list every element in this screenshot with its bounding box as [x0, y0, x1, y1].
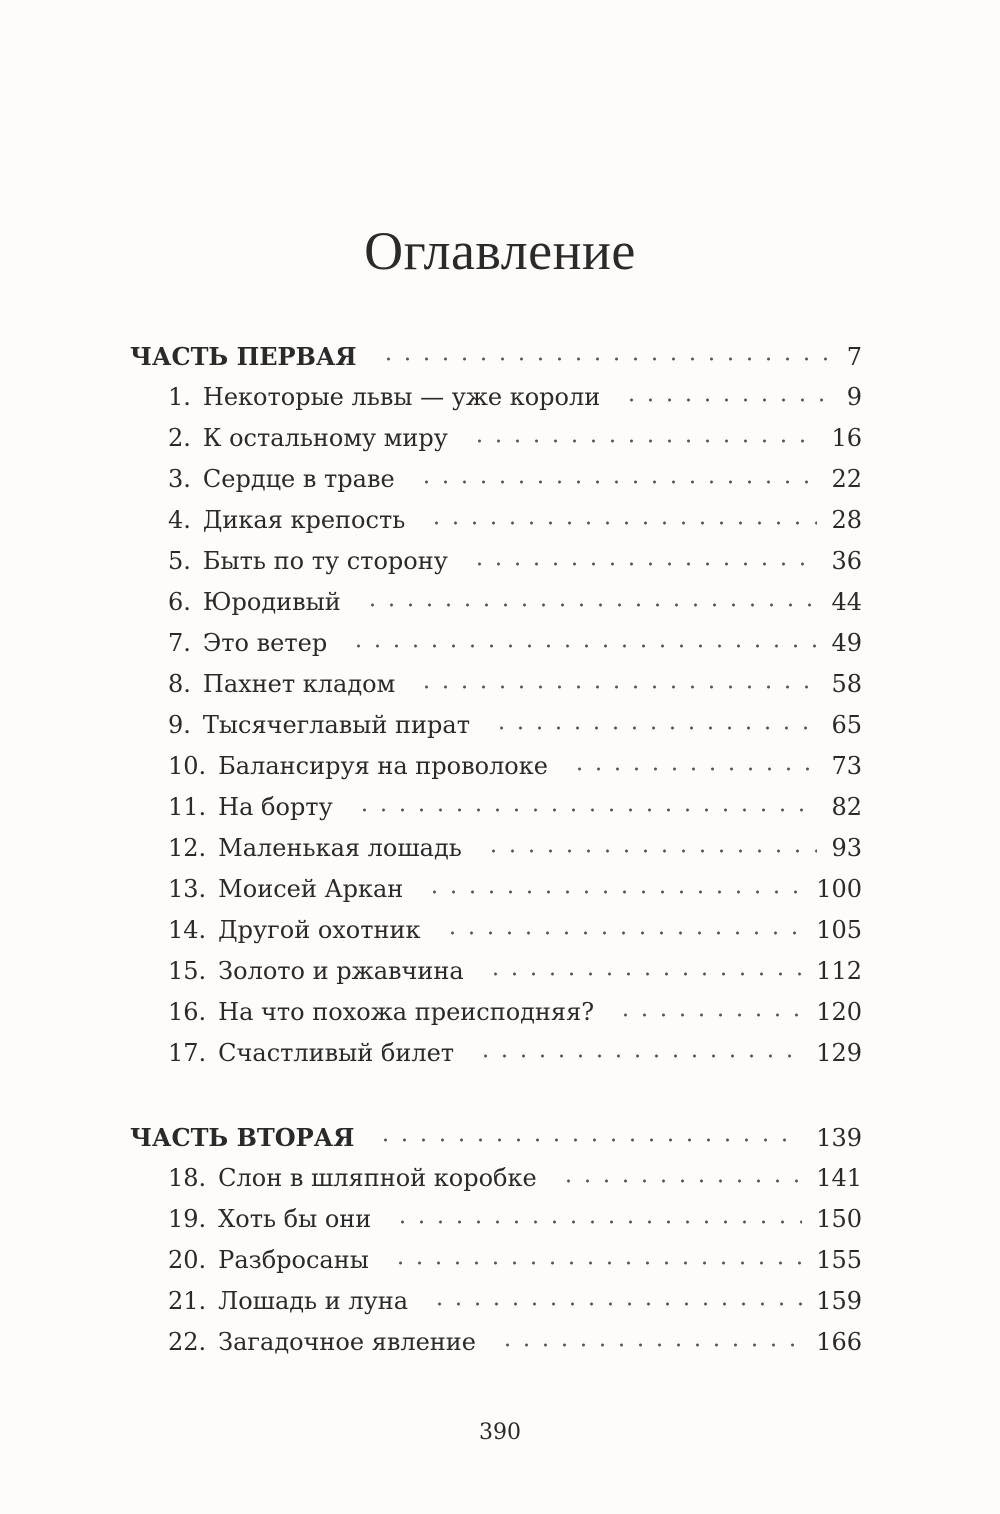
- dot-leader: [425, 890, 802, 894]
- toc-chapter-row[interactable]: [130, 951, 862, 992]
- chapter-title: Это ветер: [202, 629, 328, 657]
- chapter-number: 3.: [168, 465, 191, 493]
- toc-chapter-row[interactable]: [130, 377, 862, 418]
- chapter-title: Дикая крепость: [202, 506, 406, 534]
- chapter-title: Другой охотник: [218, 916, 421, 944]
- chapter-number: 5.: [168, 547, 191, 575]
- chapter-number: 9.: [168, 711, 191, 739]
- chapter-title: Маленькая лошадь: [218, 834, 462, 862]
- toc-chapter-row[interactable]: [130, 582, 862, 623]
- toc-chapter-row[interactable]: [130, 541, 862, 582]
- dot-leader: [376, 1138, 802, 1142]
- toc-chapter-row[interactable]: [130, 869, 862, 910]
- toc-chapter-row[interactable]: [130, 910, 862, 951]
- page-number: 65: [831, 711, 862, 739]
- chapter-title: Золото и ржавчина: [218, 957, 464, 985]
- page-number: 141: [816, 1164, 862, 1192]
- page-number: 93: [831, 834, 862, 862]
- dot-leader: [622, 398, 832, 402]
- dot-leader: [417, 480, 818, 484]
- chapter-number: 7.: [168, 629, 191, 657]
- page-folio: 390: [479, 1420, 521, 1445]
- chapter-number: 19.: [168, 1205, 207, 1233]
- chapter-number: 6.: [168, 588, 191, 616]
- page-number: 139: [816, 1124, 862, 1152]
- page-number: 150: [816, 1205, 862, 1233]
- dot-leader: [559, 1179, 803, 1183]
- dot-leader: [486, 972, 803, 976]
- part-label: ЧАСТЬ ПЕРВАЯ: [130, 342, 357, 371]
- page-number: 166: [816, 1328, 862, 1356]
- page-number: 16: [831, 424, 862, 452]
- chapter-title: Слон в шляпной коробке: [218, 1164, 537, 1192]
- chapter-title: Загадочное явление: [218, 1328, 476, 1356]
- chapter-title: Пахнет кладом: [202, 670, 396, 698]
- dot-leader: [393, 1220, 802, 1224]
- dot-leader: [430, 1302, 802, 1306]
- dot-leader: [391, 1261, 802, 1265]
- toc-chapter-row[interactable]: [130, 992, 862, 1033]
- chapter-title: Моисей Аркан: [218, 875, 404, 903]
- toc-part-heading[interactable]: [130, 336, 862, 377]
- chapter-title: Тысячеглавый пират: [202, 711, 470, 739]
- chapter-number: 1.: [168, 383, 191, 411]
- chapter-title: На борту: [218, 793, 333, 821]
- dot-leader: [476, 1054, 802, 1058]
- page-number: 22: [831, 465, 862, 493]
- dot-leader: [417, 685, 817, 689]
- chapter-number: 12.: [168, 834, 207, 862]
- dot-leader: [498, 1343, 802, 1347]
- toc-chapter-row[interactable]: [130, 828, 862, 869]
- chapter-number: 4.: [168, 506, 191, 534]
- chapter-title: Лошадь и луна: [218, 1287, 409, 1315]
- chapter-title: К остальному миру: [202, 424, 448, 452]
- toc-chapter-row[interactable]: [130, 1158, 862, 1199]
- page-number: 9: [846, 383, 862, 411]
- chapter-number: 20.: [168, 1246, 207, 1274]
- toc-chapter-row[interactable]: [130, 459, 862, 500]
- toc-chapter-row[interactable]: [130, 705, 862, 746]
- dot-leader: [379, 357, 833, 361]
- dot-leader: [484, 849, 818, 853]
- dot-leader: [363, 603, 818, 607]
- toc-chapter-row[interactable]: [130, 1199, 862, 1240]
- chapter-title: Балансируя на проволоке: [218, 752, 548, 780]
- chapter-number: 14.: [168, 916, 207, 944]
- dot-leader: [427, 521, 817, 525]
- toc-chapter-row[interactable]: [130, 1281, 862, 1322]
- dot-leader: [470, 562, 818, 566]
- chapter-title: На что похожа преисподняя?: [218, 998, 595, 1026]
- toc-part-1: [130, 336, 862, 1074]
- page-number: 73: [831, 752, 862, 780]
- chapter-title: Некоторые львы — уже короли: [202, 383, 601, 411]
- chapter-title: Разбросаны: [218, 1246, 369, 1274]
- toc-chapter-row[interactable]: [130, 623, 862, 664]
- dot-leader: [470, 439, 818, 443]
- toc-part-2: [130, 1117, 862, 1363]
- chapter-title: Юродивый: [202, 588, 341, 616]
- page-number: 7: [846, 343, 862, 371]
- chapter-number: 10.: [168, 752, 207, 780]
- page-number: 28: [831, 506, 862, 534]
- toc-chapter-row[interactable]: [130, 1322, 862, 1363]
- page-title: Оглавление: [364, 221, 636, 282]
- page-number: 44: [831, 588, 862, 616]
- chapter-number: 18.: [168, 1164, 207, 1192]
- dot-leader: [616, 1013, 802, 1017]
- page-number: 129: [816, 1039, 862, 1067]
- toc-chapter-row[interactable]: [130, 1033, 862, 1074]
- toc-chapter-row[interactable]: [130, 500, 862, 541]
- chapter-title: Быть по ту сторону: [202, 547, 448, 575]
- chapter-number: 13.: [168, 875, 207, 903]
- chapter-number: 15.: [168, 957, 207, 985]
- dot-leader: [355, 808, 818, 812]
- chapter-number: 16.: [168, 998, 207, 1026]
- page-number: 58: [831, 670, 862, 698]
- chapter-number: 2.: [168, 424, 191, 452]
- chapter-number: 17.: [168, 1039, 207, 1067]
- chapter-title: Сердце в траве: [202, 465, 395, 493]
- dot-leader: [492, 726, 817, 730]
- dot-leader: [570, 767, 817, 771]
- page-number: 112: [816, 957, 862, 985]
- chapter-number: 8.: [168, 670, 191, 698]
- toc-chapter-row[interactable]: [130, 418, 862, 459]
- chapter-title: Счастливый билет: [218, 1039, 455, 1067]
- page-number: 120: [816, 998, 862, 1026]
- page-number: 105: [816, 916, 862, 944]
- toc-chapter-row[interactable]: [130, 1240, 862, 1281]
- toc-chapter-row[interactable]: [130, 664, 862, 705]
- part-label: ЧАСТЬ ВТОРАЯ: [130, 1123, 355, 1152]
- dot-leader: [349, 644, 817, 648]
- chapter-number: 22.: [168, 1328, 207, 1356]
- page-number: 36: [831, 547, 862, 575]
- page-number: 155: [816, 1246, 862, 1274]
- page-number: 159: [816, 1287, 862, 1315]
- toc-part-heading[interactable]: [130, 1117, 862, 1158]
- page-number: 100: [816, 875, 862, 903]
- chapter-number: 11.: [168, 793, 207, 821]
- toc-chapter-row[interactable]: [130, 746, 862, 787]
- toc-chapter-row[interactable]: [130, 787, 862, 828]
- dot-leader: [443, 931, 803, 935]
- page-number: 49: [831, 629, 862, 657]
- chapter-number: 21.: [168, 1287, 207, 1315]
- chapter-title: Хоть бы они: [218, 1205, 372, 1233]
- page-number: 82: [831, 793, 862, 821]
